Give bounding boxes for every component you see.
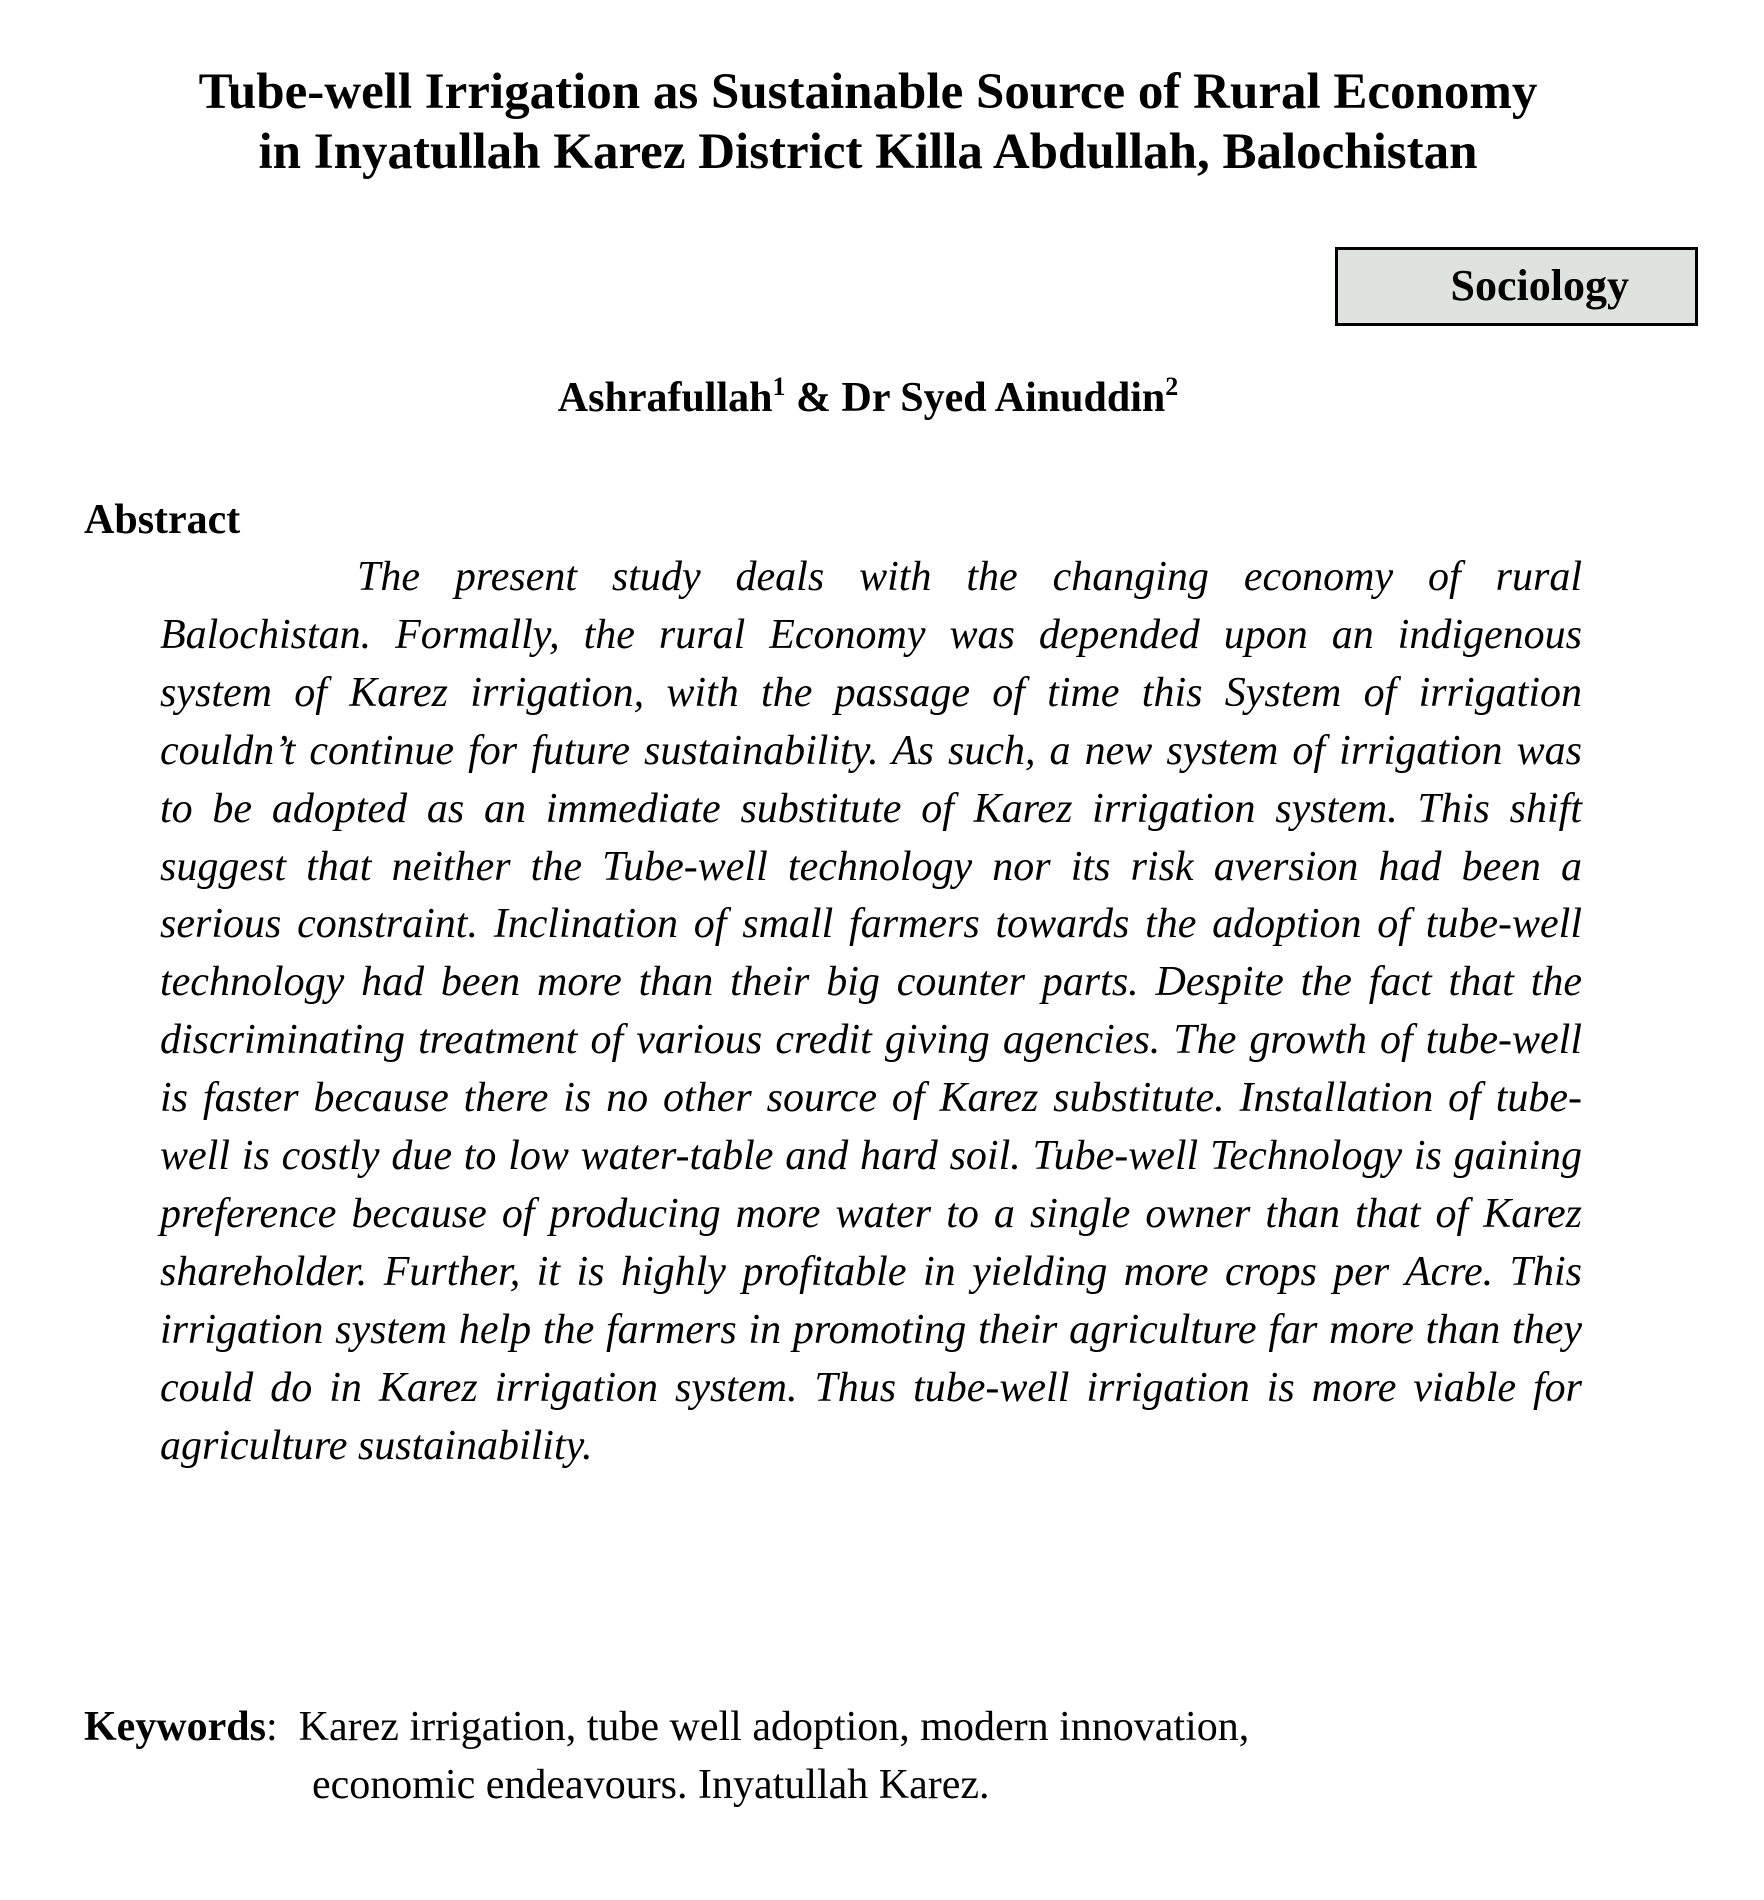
author-name-1: Ashrafullah — [557, 375, 773, 421]
paper-title — [0, 62, 1736, 182]
keywords-colon: : — [266, 1704, 299, 1750]
author-affiliation-2: 2 — [1165, 372, 1179, 401]
abstract-heading: Abstract — [84, 497, 241, 543]
keywords-line-1: Karez irrigation, tube well adoption, modern innovation, — [298, 1704, 1250, 1750]
abstract-text: The present study deals with the changing economy of rural Balochistan. Formally, the rural Economy was depended upon an indigenous system of Karez irrigation, with the passage of time this System of irrigation couldn’t continue for future sustainability. As such, a new system of irrigation was to be adopted as an immediate substitute of Karez irrigation system. This shift suggest that neither the Tube-well technology nor its risk aversion had been a serious constraint. Inclination of small farmers towards the adoption of tube-well technology had been more than their big counter parts. Despite the fact that the discriminating treatment of various credit giving agencies. The growth of tube-well is faster because there is no other source of Karez substitute. Installation of tube-well is costly due to low water-table and hard soil. Tube-well Technology is gaining preference because of producing more water to a single owner than that of Karez shareholder. Further, it is highly profitable in yielding more crops per Acre. This irrigation system help the farmers in promoting their agriculture far more than they could do in Karez irrigation system. Thus tube-well irrigation is more viable for agriculture sustainability. — [160, 554, 1582, 1469]
author-line — [0, 372, 1736, 429]
author-affiliation-1: 1 — [772, 372, 786, 401]
author-separator: & — [785, 375, 842, 421]
keywords-label: Keywords — [84, 1704, 266, 1750]
paper-title-line-2: in Inyatullah Karez District Killa Abdullah, Balochistan — [258, 124, 1478, 180]
subject-category-box — [1335, 247, 1698, 326]
keywords-line-2: economic endeavours. Inyatullah Karez. — [312, 1762, 990, 1808]
keywords-section — [84, 1698, 1584, 1814]
subject-category-label: Sociology — [1450, 261, 1629, 310]
paper-title-line-1: Tube-well Irrigation as Sustainable Source of Rural Economy — [198, 64, 1538, 120]
author-name-2: Dr Syed Ainuddin — [841, 375, 1166, 421]
